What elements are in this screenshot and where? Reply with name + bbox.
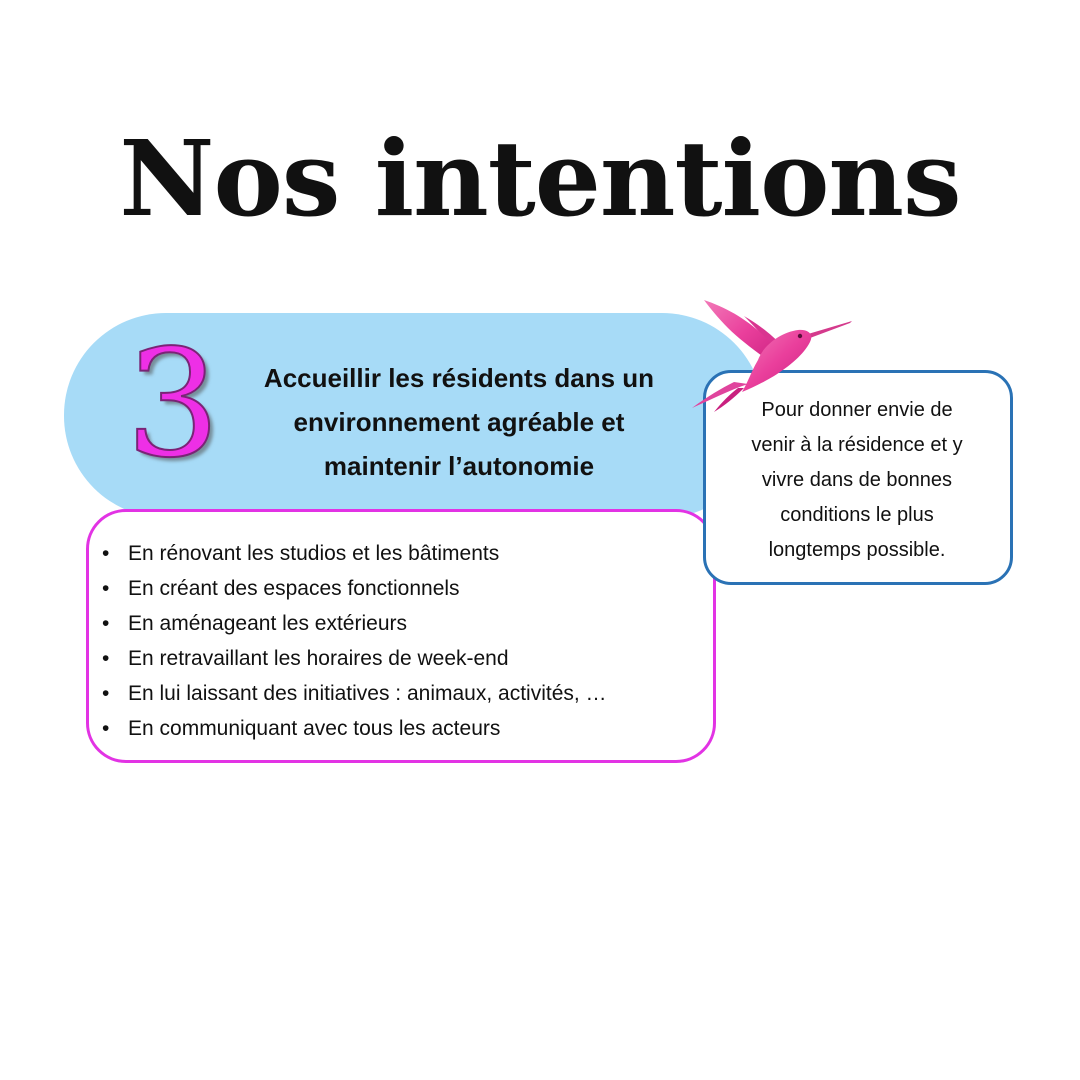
bullet-icon: • — [102, 612, 110, 635]
list-item-text: En communiquant avec tous les acteurs — [128, 717, 501, 740]
list-item — [101, 711, 607, 746]
intentions-list — [101, 536, 607, 746]
side-note-line: longtemps possible. — [768, 539, 946, 561]
page-title: Nos intentions — [119, 116, 961, 240]
list-item-text: En retravaillant les horaires de week-end — [128, 647, 509, 670]
bullet-icon: • — [102, 577, 110, 600]
bullet-icon: • — [102, 717, 110, 740]
bullet-icon: • — [102, 647, 110, 670]
list-item — [101, 676, 607, 711]
heading-line: maintenir l’autonomie — [323, 451, 595, 481]
intentions-list-box — [86, 509, 716, 763]
list-item — [101, 606, 607, 641]
heading-line: environnement agréable et — [293, 407, 625, 437]
bullet-icon: • — [102, 542, 110, 565]
side-note-text — [714, 393, 1000, 568]
list-item — [101, 641, 607, 676]
list-item — [101, 536, 607, 571]
list-item-text: En créant des espaces fonctionnels — [128, 577, 460, 600]
list-item-text: En aménageant les extérieurs — [128, 612, 407, 635]
list-item-text: En rénovant les studios et les bâtiments — [128, 542, 500, 565]
side-note-line: venir à la résidence et y — [751, 434, 963, 456]
side-note-line: vivre dans de bonnes — [761, 469, 953, 491]
hummingbird-icon — [690, 296, 855, 414]
side-note-line: conditions le plus — [780, 504, 934, 526]
side-note-line: Pour donner envie de — [761, 399, 953, 421]
bullet-icon: • — [102, 682, 110, 705]
list-item — [101, 571, 607, 606]
heading-line: Accueillir les résidents dans un — [263, 363, 655, 393]
list-item-text: En lui laissant des initiatives : animaux, activités, … — [128, 682, 607, 705]
section-heading — [226, 356, 692, 488]
step-number: 3 — [125, 318, 221, 490]
